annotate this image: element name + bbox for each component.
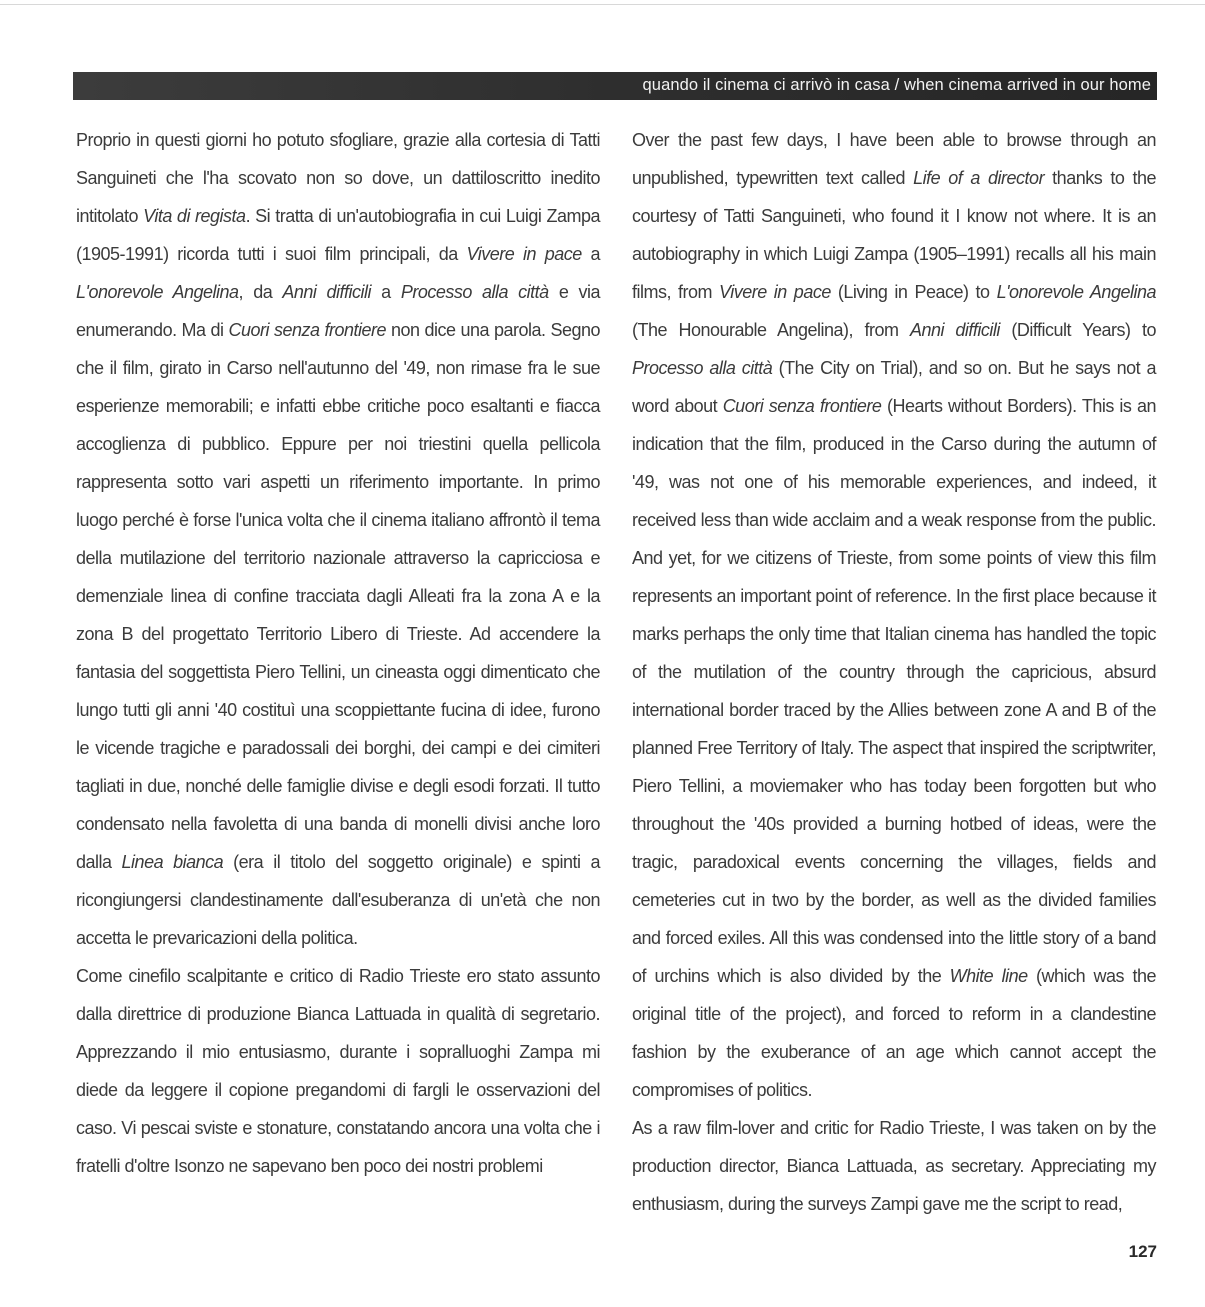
title-lonorevole-angelina: L'onorevole Angelina bbox=[996, 282, 1156, 302]
page-number: 127 bbox=[1128, 1242, 1157, 1261]
english-paragraph-1 bbox=[632, 121, 1156, 1109]
title-lonorevole-angelina: L'onorevole Angelina bbox=[76, 282, 239, 302]
text-run: (The Honourable Angelina), from bbox=[632, 320, 910, 340]
text-run: thanks to the courtesy of Tatti Sanguineti, who found it I know not where. It is an autobiography in which Luigi Zampa (1905–1991) recalls all his main films, from bbox=[632, 168, 1156, 302]
text-run: non dice una parola. Segno che il film, girato in Carso nell'autunno del '49, non rimase fra le sue esperienze memorabili; e infatti ebbe critiche poco esaltanti e fiacca accoglienza di pubblico. Eppure per noi triestini quella pellicola rappresenta sotto vari aspetti un riferimento importante. In primo luogo perché è forse l'unica volta che il cinema italiano affrontò il tema della mutilazione del territorio nazionale attraverso la capricciosa e demenziale linea di confine tracciata dagli Alleati fra la zona A e la zona B del progettato Territorio Libero di Trieste. Ad accendere la fantasia del soggettista Piero Tellini, un cineasta oggi dimenticato che lungo tutti gli anni '40 costituì una scoppiettante fucina di idee, furono le vicende tragiche e paradossali dei borghi, dei campi e dei cimiteri tagliati in due, nonché delle famiglie divise e degli esodi forzati. Il tutto condensato nella favoletta di una banda di monelli divisi anche loro dalla bbox=[76, 320, 600, 872]
running-header-title: quando il cinema ci arrivò in casa / when cinema arrived in our home bbox=[642, 76, 1151, 94]
title-life-of-a-director: Life of a director bbox=[913, 168, 1045, 188]
title-vivere-in-pace: Vivere in pace bbox=[466, 244, 582, 264]
text-run: (Difficult Years) to bbox=[999, 320, 1156, 340]
title-cuori-senza-frontiere: Cuori senza frontiere bbox=[722, 396, 882, 416]
title-linea-bianca: Linea bianca bbox=[121, 852, 224, 872]
text-run: (Hearts without Borders). This is an indication that the film, produced in the Carso during the autumn of '49, was not one of his memorable experiences, and indeed, it received less than wide acclaim and a weak response from the public. And yet, for we citizens of Trieste, from some points of view this film represents an important point of reference. In the first place because it marks perhaps the only time that Italian cinema has handled the topic of the mutilation of the country through the capricious, absurd international border traced by the Allies between zone A and B of the planned Free Territory of Italy. The aspect that inspired the scriptwriter, Piero Tellini, a moviemaker who has today been forgotten but who throughout the '40s provided a burning hotbed of ideas, were the tragic, paradoxical events concerning the villages, fields and cemeteries cut in two by the border, as well as the divided families and forced exiles. All this was condensed into the little story of a band of urchins which is also divided by the bbox=[632, 396, 1156, 986]
text-run: (Living in Peace) to bbox=[830, 282, 997, 302]
title-anni-difficili: Anni difficili bbox=[282, 282, 372, 302]
text-run: (The City on Trial), and so on. But he says not a word about bbox=[632, 358, 1156, 416]
english-column bbox=[632, 121, 1156, 1223]
title-processo-alla-citta: Processo alla città bbox=[400, 282, 549, 302]
italian-column bbox=[76, 121, 600, 1185]
english-paragraph-2: As a raw film-lover and critic for Radio Trieste, I was taken on by the production director, Bianca Lattuada, as secretary. Appreciating my enthusiasm, during the surveys Zampi gave me the script to read, bbox=[632, 1118, 1156, 1214]
text-run: Proprio in questi giorni ho potuto sfogliare, grazie alla cortesia di Tatti Sanguineti che l'ha scovato non so dove, un dattiloscritto inedito intitolato bbox=[76, 130, 600, 226]
title-vita-di-regista: Vita di regista bbox=[143, 206, 246, 226]
title-processo-alla-citta: Processo alla città bbox=[632, 358, 773, 378]
text-run: Over the past few days, I have been able to browse through an unpublished, typewritten text called bbox=[632, 130, 1156, 188]
text-run: e via enumerando. Ma di bbox=[76, 282, 600, 340]
title-vivere-in-pace: Vivere in pace bbox=[719, 282, 831, 302]
title-cuori-senza-frontiere: Cuori senza frontiere bbox=[228, 320, 386, 340]
text-run: (which was the original title of the project), and forced to reform in a clandestine fashion by the exuberance of an age which cannot accept the compromises of politics. bbox=[632, 966, 1156, 1100]
text-run: a bbox=[371, 282, 401, 302]
italian-paragraph-1 bbox=[76, 121, 600, 957]
title-anni-difficili: Anni difficili bbox=[909, 320, 1000, 340]
text-run: a bbox=[581, 244, 600, 264]
top-rule bbox=[0, 4, 1205, 5]
italian-paragraph-2: Come cinefilo scalpitante e critico di Radio Trieste ero stato assunto dalla direttrice di produzione Bianca Lattuada in qualità di segretario. Apprezzando il mio entusiasmo, durante i sopralluoghi Zampa mi diede da leggere il copione pregandomi di fargli le osservazioni del caso. Vi pescai sviste e stonature, constatando ancora una volta che i fratelli d'oltre Isonzo ne sapevano ben poco dei nostri problemi bbox=[76, 966, 600, 1176]
running-header-bar bbox=[73, 72, 1157, 100]
text-run: (era il titolo del soggetto originale) e spinti a ricongiungersi clandestinamente dall'esuberanza di un'età che non accetta le prevaricazioni della politica. bbox=[76, 852, 600, 948]
text-run: , da bbox=[238, 282, 283, 302]
text-run: . Si tratta di un'autobiografia in cui Luigi Zampa (1905-1991) ricorda tutti i suoi film principali, da bbox=[76, 206, 601, 264]
title-white-line: White line bbox=[949, 966, 1028, 986]
